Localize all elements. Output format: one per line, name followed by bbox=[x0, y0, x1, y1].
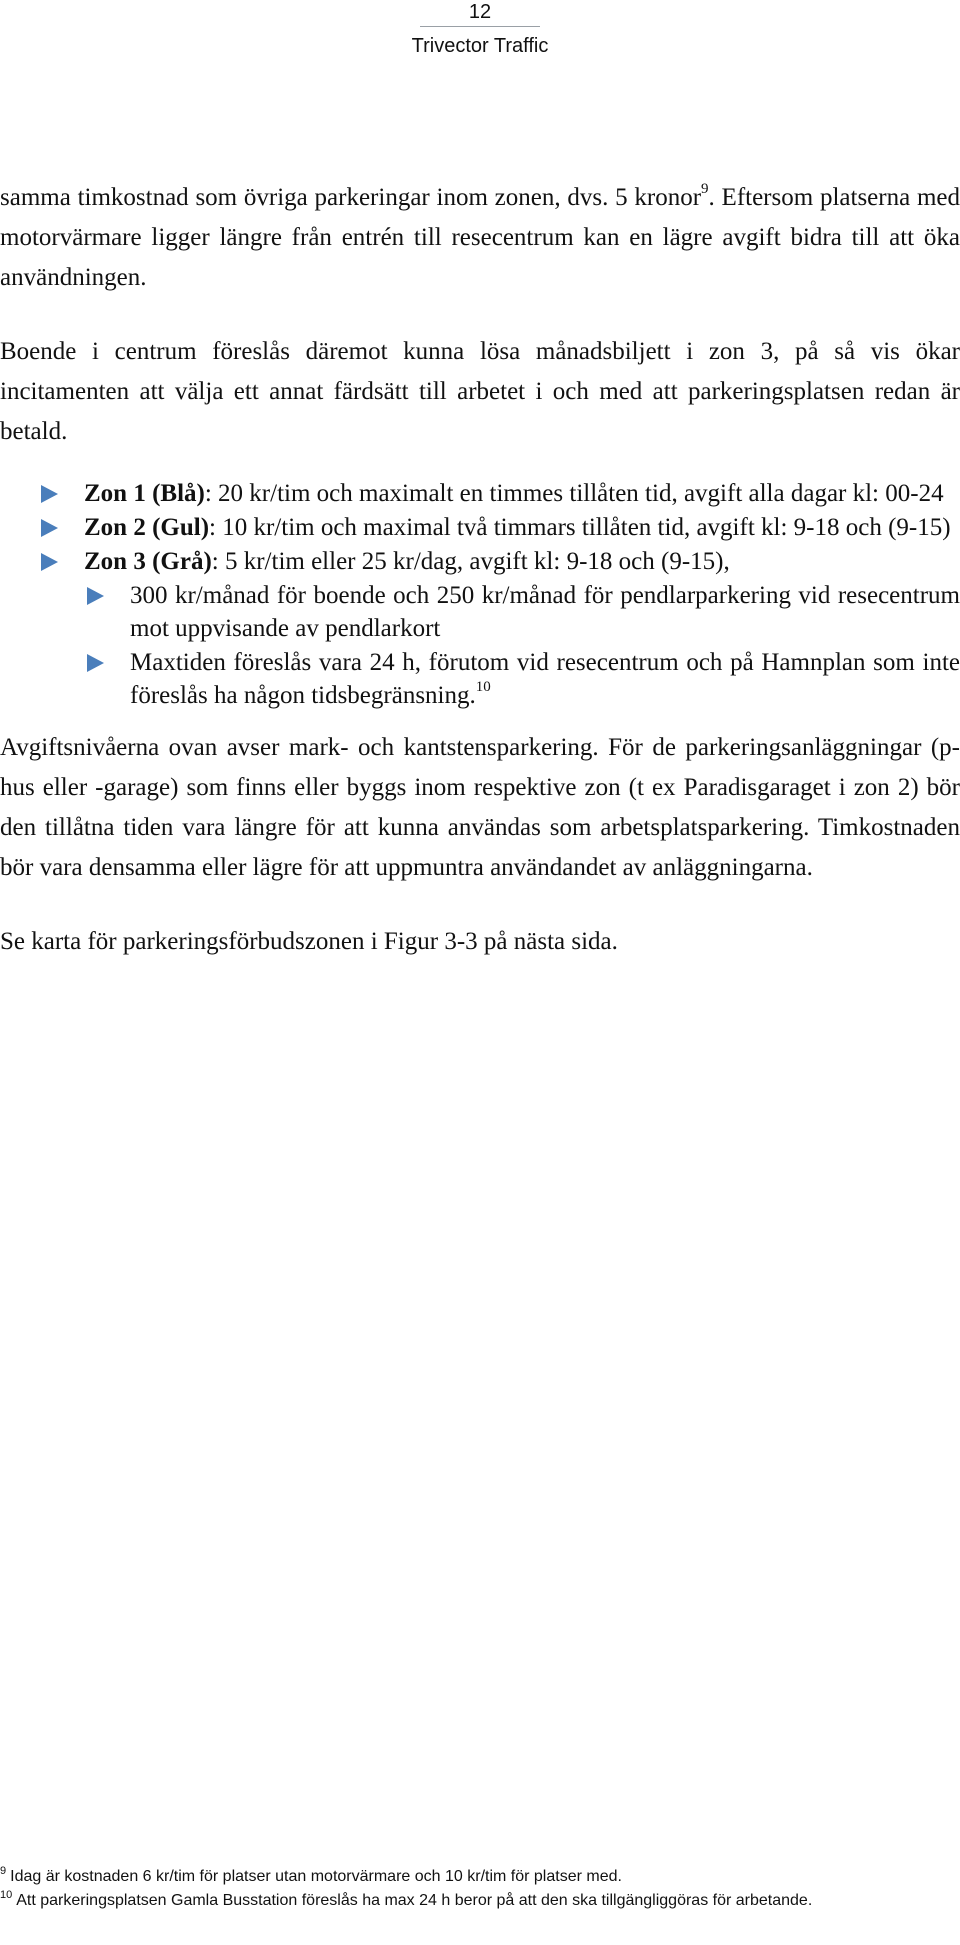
bullet-triangle-icon bbox=[41, 485, 58, 503]
footnotes bbox=[0, 1867, 960, 1915]
bullet-triangle-icon bbox=[41, 553, 58, 571]
paragraph-1-text: samma timkostnad som övriga parkeringar inom zonen, dvs. 5 kronor bbox=[0, 184, 702, 211]
footnote-text: Idag är kostnaden 6 kr/tim för platser utan motorvärmare och 10 kr/tim för platser med. bbox=[10, 1868, 622, 1885]
list-item-zone-3 bbox=[0, 545, 960, 578]
list-item-zone-3-monthly bbox=[0, 579, 960, 645]
zone-list bbox=[0, 477, 960, 712]
document-body bbox=[0, 178, 960, 962]
zone-text: : 10 kr/tim och maximal två timmars tillåten tid, avgift kl: 9-18 och (9-15) bbox=[209, 514, 951, 541]
footnote-ref-9[interactable]: 9 bbox=[701, 181, 709, 197]
footnote-number: 9 bbox=[0, 1865, 7, 1877]
bullet-triangle-icon bbox=[87, 587, 104, 605]
paragraph-2: Boende i centrum föreslås däremot kunna lösa månadsbiljett i zon 3, på så vis ökar incitamenten att välja ett annat färdsätt till arbetet i och med att parkeringsplatsen redan är betald. bbox=[0, 338, 960, 445]
bullet-triangle-icon bbox=[41, 519, 58, 537]
page-number: 12 bbox=[468, 1, 492, 23]
sub-item-text: 300 kr/månad för boende och 250 kr/månad för pendlarparkering vid resecentrum mot uppvisande av pendlarkort bbox=[130, 582, 960, 642]
paragraph-1-text-cont: . Eftersom platserna med motorvärmare ligger längre från entrén till resecentrum kan en lägre avgift bidra till att öka användningen. bbox=[0, 184, 960, 291]
paragraph-3: Avgiftsnivåerna ovan avser mark- och kantstensparkering. För de parkeringsanläggningar (p-hus eller -garage) som finns eller byggs inom respektive zon (t ex Paradisgaraget i zon 2) bör den tillåtna tiden vara längre för att kunna användas som arbetsplatsparkering. Timkostnaden bör vara densamma eller lägre för att uppmuntra användandet av anläggningarna. bbox=[0, 734, 960, 881]
footnote-ref-10[interactable]: 10 bbox=[475, 679, 491, 695]
paragraph-4: Se karta för parkeringsförbudszonen i Figur 3-3 på nästa sida. bbox=[0, 928, 618, 955]
zone-text: : 20 kr/tim och maximalt en timmes tillåten tid, avgift alla dagar kl: 00-24 bbox=[204, 480, 944, 507]
header-divider bbox=[420, 26, 540, 27]
zone-label: Zon 3 (Grå) bbox=[84, 548, 212, 575]
list-item-zone-3-maxtime bbox=[0, 646, 960, 712]
list-item-zone-1 bbox=[0, 477, 960, 510]
sub-item-text: Maxtiden föreslås vara 24 h, förutom vid resecentrum och på Hamnplan som inte föreslås ha någon tidsbegränsning. bbox=[130, 649, 960, 709]
header-company: Trivector Traffic bbox=[411, 35, 549, 57]
footnote-10 bbox=[0, 1891, 960, 1911]
footnote-text: Att parkeringsplatsen Gamla Busstation föreslås ha max 24 h beror på att den ska tillgängliggöras för arbetande. bbox=[16, 1892, 813, 1909]
footnote-number: 10 bbox=[0, 1889, 13, 1901]
list-item-zone-2 bbox=[0, 511, 960, 544]
bullet-triangle-icon bbox=[87, 654, 104, 672]
zone-label: Zon 1 (Blå) bbox=[84, 480, 205, 507]
paragraph-1 bbox=[0, 178, 960, 298]
zone-label: Zon 2 (Gul) bbox=[84, 514, 210, 541]
zone-text: : 5 kr/tim eller 25 kr/dag, avgift kl: 9-18 och (9-15), bbox=[211, 548, 730, 575]
footnote-9 bbox=[0, 1867, 960, 1887]
